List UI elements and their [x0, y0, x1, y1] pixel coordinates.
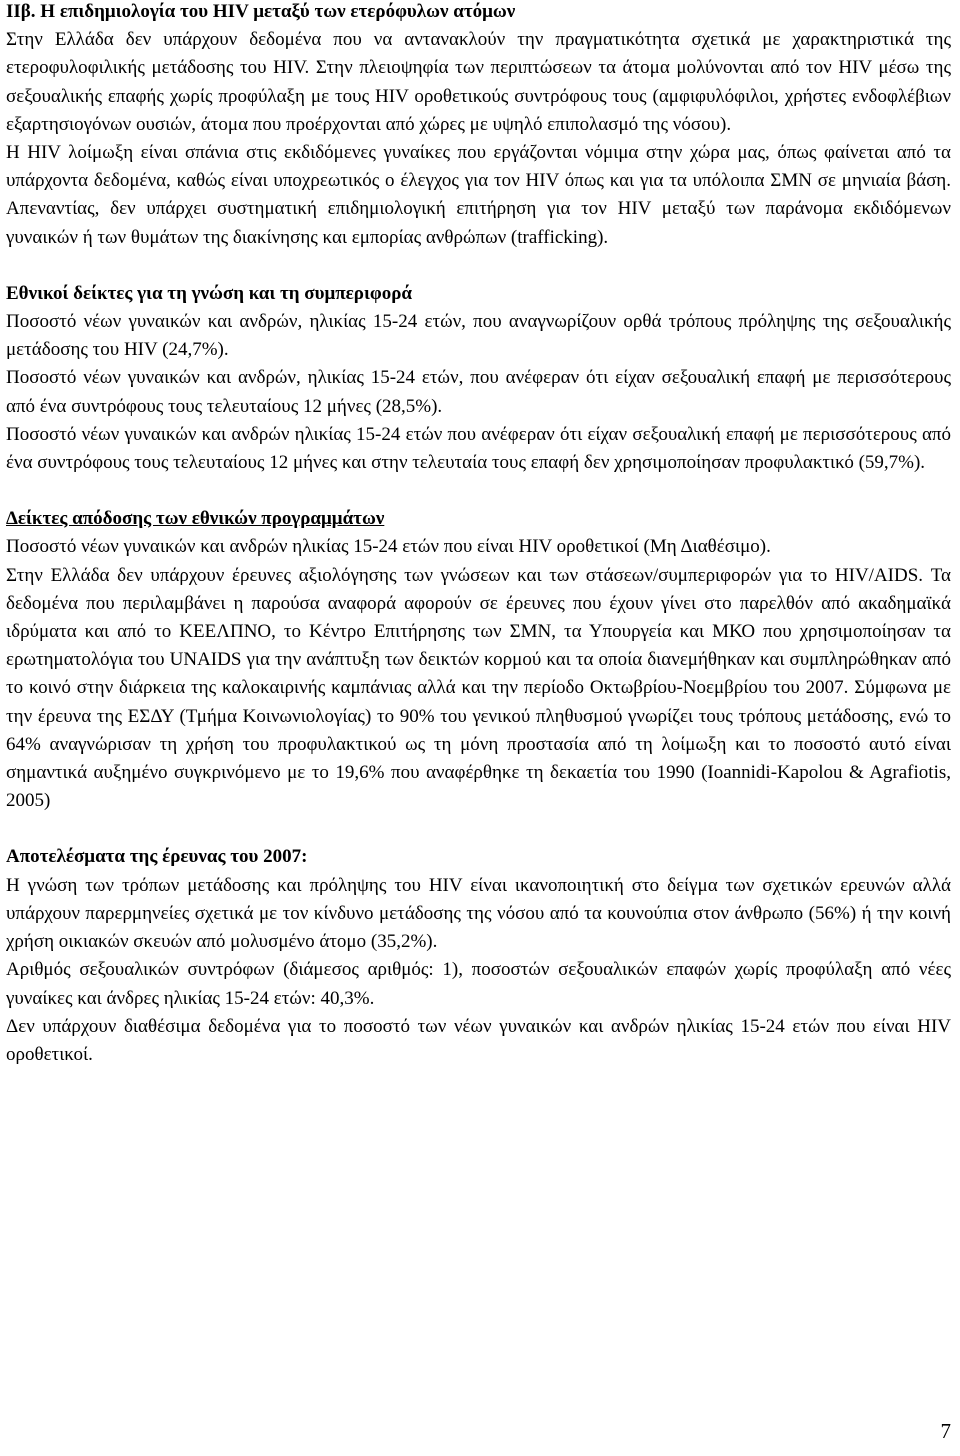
section-title-knowledge-indicators: Εθνικοί δείκτες για τη γνώση και τη συμπεριφορά — [6, 282, 412, 304]
paragraph-indicator-prevention: Ποσοστό νέων γυναικών και ανδρών, ηλικίας 15-24 ετών, που αναγνωρίζουν ορθά τρόπους πρόληψης της σεξουαλικής μετάδοσης του HIV (24,7%). — [6, 311, 951, 361]
spacer — [6, 252, 951, 280]
paragraph-heterosexual-transmission: Στην Ελλάδα δεν υπάρχουν δεδομένα που να αντανακλούν την πραγματικότητα σχετικά με χαρακτηριστικά της ετεροφυλοφιλικής μετάδοσης του HIV. Στην πλειοψηφία των περιπτώσεων τα άτομα μολύνονται από τον HIV μέσω της σεξουαλικής επαφής χωρίς προφύλαξη με τους HIV οροθετικούς συντρόφους τους (αμφιφυλόφιλοι, χρήστες ενδοφλέβιων εξαρτησιογόνων ουσιών, άτομα που προέρχονται από χώρες με υψηλό επιπολασμό της νόσου). — [6, 29, 951, 135]
section-title-survey-results: Αποτελέσματα της έρευνας του 2007: — [6, 846, 308, 868]
page-number: 7 — [940, 1419, 951, 1443]
paragraph-sex-workers: Η HIV λοίμωξη είναι σπάνια στις εκδιδόμενες γυναίκες που εργάζονται νόμιμα στην χώρα μας, όπως φαίνεται από τα υπάρχοντα δεδομένα, καθώς είναι υποχρεωτικός ο έλεγχος για τον HIV όπως και για τα υπόλοιπα ΣΜΝ σε μηνιαία βάση. Απεναντίας, δεν υπάρχει συστηματική επιδημιολογική επιτήρηση για τον HIV μεταξύ των παράνομα εκδιδόμενων γυναικών ή των θυμάτων της διακίνησης και εμπορίας ανθρώπων (trafficking). — [6, 142, 951, 248]
paragraph-indicator-partners: Ποσοστό νέων γυναικών και ανδρών, ηλικίας 15-24 ετών, που ανέφεραν ότι είχαν σεξουαλική επαφή με περισσότερους από ένα συντρόφους τους τελευταίους 12 μήνες (28,5%). — [6, 367, 951, 417]
section-title-epidemiology: ΙΙβ. Η επιδημιολογία του HIV μεταξύ των ετερόφυλων ατόμων — [6, 1, 516, 22]
spacer — [6, 815, 951, 843]
paragraph-sexual-partners: Αριθμός σεξουαλικών συντρόφων (διάμεσος αριθμός: 1), ποσοστών σεξουαλικών επαφών χωρίς προφύλαξη από νέες γυναίκες και άνδρες ηλικίας 15-24 ετών: 40,3%. — [6, 959, 951, 1009]
spacer — [6, 477, 951, 505]
paragraph-no-data: Δεν υπάρχουν διαθέσιμα δεδομένα για το ποσοστό των νέων γυναικών και ανδρών ηλικίας 15-24 ετών που είναι HIV οροθετικοί. — [6, 1015, 951, 1065]
paragraph-hiv-positive-youth: Ποσοστό νέων γυναικών και ανδρών ηλικίας 15-24 ετών που είναι HIV οροθετικοί (Μη Διαθέσιμο). — [6, 536, 771, 558]
section-title-program-indicators: Δείκτες απόδοσης των εθνικών προγραμμάτων — [6, 508, 385, 530]
document-page — [6, 0, 951, 1069]
paragraph-indicator-condom: Ποσοστό νέων γυναικών και ανδρών ηλικίας 15-24 ετών που ανέφεραν ότι είχαν σεξουαλική επαφή με περισσότερους από ένα συντρόφους τους τελευταίους 12 μήνες και στην τελευταία τους επαφή δεν χρησιμοποίησαν προφυλακτικό (59,7%). — [6, 423, 951, 474]
paragraph-surveys: Στην Ελλάδα δεν υπάρχουν έρευνες αξιολόγησης των γνώσεων και των στάσεων/συμπεριφορών για το HIV/AIDS. Τα δεδομένα που περιλαμβάνει η παρούσα αναφορά αφορούν σε έρευνες που έχουν γίνει στο παρελθόν από ακαδημαϊκά ιδρύματα και από το ΚΕΕΛΠΝΟ, το Κέντρο Επιτήρησης των ΣΜΝ, τα Υπουργεία και ΜΚΟ που χρησιμοποίησαν τα ερωτηματολόγια του UNAIDS για την ανάπτυξη των δεικτών κορμού και τα οποία διανεμήθηκαν και συμπληρώθηκαν από το κοινό στην διάρκεια της καλοκαιρινής καμπάνιας αλλά και την περίοδο Οκτωβρίου-Νοεμβρίου του 2007. Σύμφωνα με την έρευνα της ΕΣΔΥ (Τμήμα Κοινωνιολογίας) το 90% του γενικού πληθυσμού γνωρίζει τους τρόπους μετάδοσης, ενώ το 64% αναγνώρισαν τη χρήση του προφυλακτικού ως τη μόνη προστασία από τη λοίμωξη και το ποσοστό αυτό είναι σημαντικά αυξημένο συγκρινόμενο με το 19,6% που αναφέρθηκε τη δεκαετία του 1990 (Ioannidi-Kapolou & Agrafiotis, 2005) — [6, 564, 951, 812]
paragraph-knowledge-results: Η γνώση των τρόπων μετάδοσης και πρόληψης του HIV είναι ικανοποιητική στο δείγμα των σχετικών ερευνών αλλά υπάρχουν παρερμηνείες σχετικά με τον κίνδυνο μετάδοσης της νόσου από τα κουνούπια στον άνθρωπο (56%) ή την κοινή χρήση οικιακών σκευών από μολυσμένο άτομο (35,2%). — [6, 874, 951, 953]
